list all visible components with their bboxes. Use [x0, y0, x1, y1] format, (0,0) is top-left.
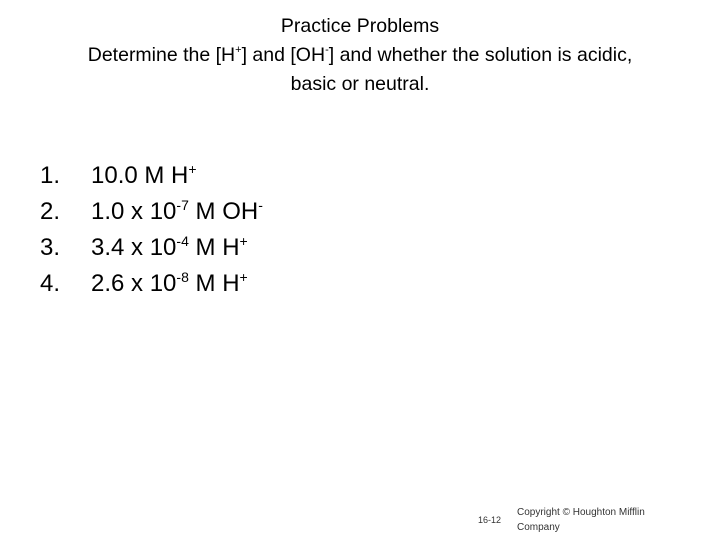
- problem-ion-charge: -: [258, 197, 263, 213]
- slide-prompt-continued: basic or neutral.: [290, 73, 430, 95]
- slide-header: [0, 12, 720, 99]
- problem-value: 3.4 x 10: [91, 234, 177, 261]
- problem-text: [91, 266, 248, 302]
- problem-exponent: -7: [176, 197, 189, 213]
- problem-number: 3.: [40, 234, 61, 261]
- problem-exponent: -4: [176, 233, 189, 249]
- problem-value: 1.0 x 10: [91, 198, 177, 225]
- prompt-superscript: +: [235, 43, 242, 56]
- problem-ion-charge: +: [239, 269, 248, 285]
- list-item: [40, 158, 263, 194]
- problem-text: [91, 230, 248, 266]
- problem-unit: M H: [188, 234, 240, 261]
- problem-number: 4.: [40, 270, 61, 297]
- list-item: [40, 230, 263, 266]
- problem-exponent: -8: [176, 269, 189, 285]
- slide-prompt: [0, 41, 720, 70]
- problem-number: 2.: [40, 198, 61, 225]
- problem-text: [91, 158, 197, 194]
- problem-unit: M H: [188, 270, 240, 297]
- prompt-text: ] and [OH: [241, 44, 326, 66]
- prompt-text: Determine the [H: [87, 44, 236, 66]
- list-item: [40, 194, 263, 230]
- problem-list: [40, 158, 263, 302]
- problem-ion-charge: +: [188, 161, 197, 177]
- problem-ion-charge: +: [239, 233, 248, 249]
- prompt-superscript: -: [325, 43, 329, 56]
- problem-value: 10.0 M H: [91, 162, 189, 189]
- copyright-notice: Copyright © Houghton Mifflin Company: [517, 507, 645, 533]
- problem-number: 1.: [40, 162, 61, 189]
- slide-title: Practice Problems: [280, 15, 440, 37]
- problem-text: [91, 194, 263, 230]
- page-number: 16-12: [478, 515, 502, 525]
- problem-unit: M OH: [188, 198, 259, 225]
- prompt-text: ] and whether the solution is acidic,: [328, 44, 633, 66]
- problem-value: 2.6 x 10: [91, 270, 177, 297]
- list-item: [40, 266, 263, 302]
